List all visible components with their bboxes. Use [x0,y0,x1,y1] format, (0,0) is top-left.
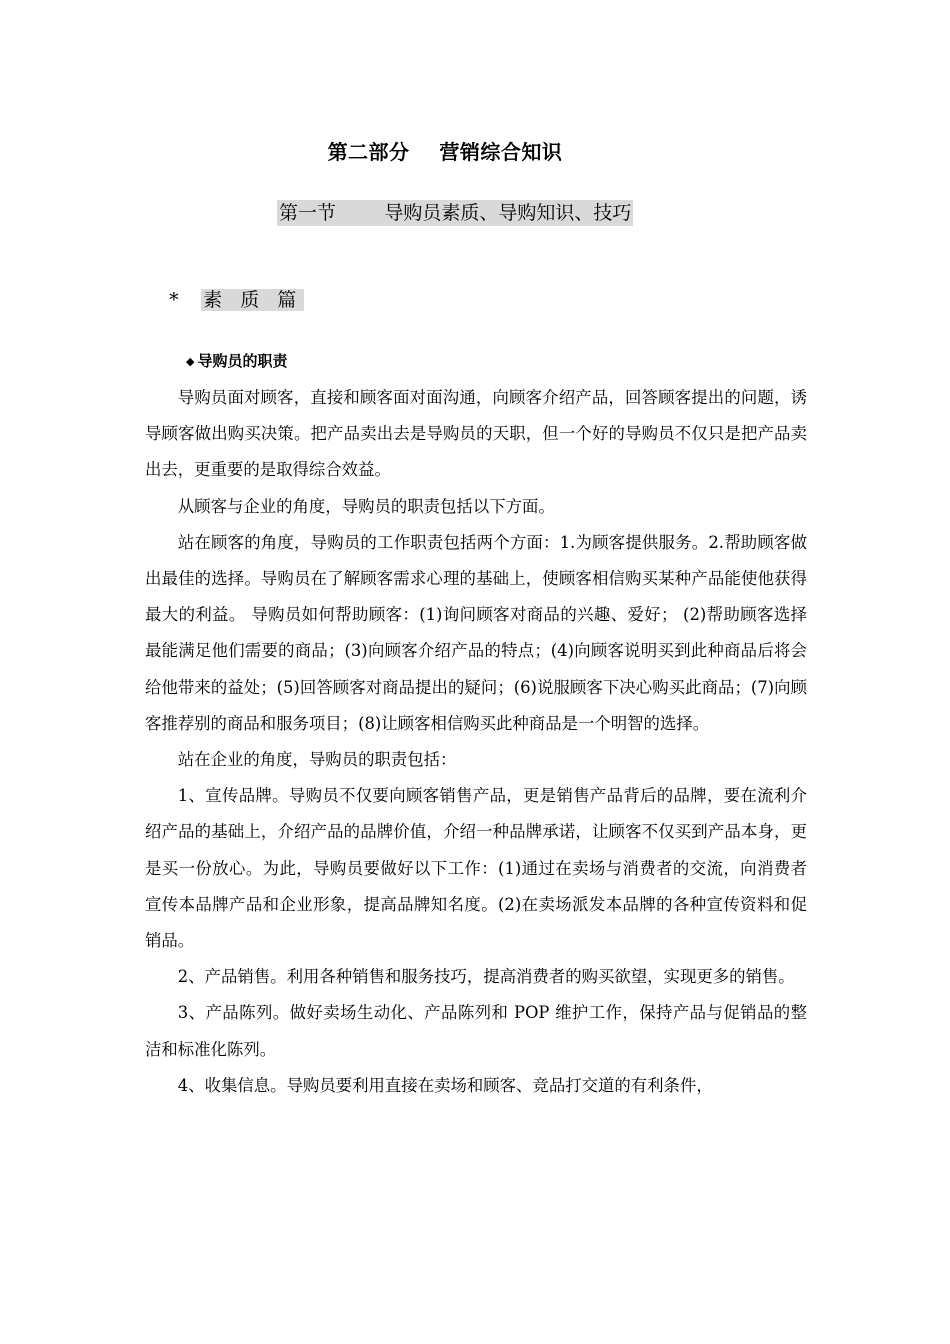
paragraph: 2、产品销售。利用各种销售和服务技巧，提高消费者的购买欲望，实现更多的销售。 [177,967,795,987]
subsection-marker: * [169,289,179,311]
paragraph: 3、产品陈列。做好卖场生动化、产品陈列和 POP 维护工作，保持产品与促销品的整洁和标准化陈列。 [145,1003,807,1059]
item-heading [186,350,287,373]
paragraph: 站在企业的角度，导购员的职责包括： [177,750,457,770]
paragraph: 导购员面对顾客，直接和顾客面对面沟通，向顾客介绍产品，回答顾客提出的问题，诱导顾客做出购买决策。把产品卖出去是导购员的天职，但一个好的导购员不仅只是把产品卖出去，更重要的是取得综合效益。 [145,388,807,480]
subsection-label: 素 质 篇 [203,289,303,311]
paragraph: 从顾客与企业的角度，导购员的职责包括以下方面。 [177,496,555,516]
section-title: 第一节 导购员素质、导购知识、技巧 [279,202,632,224]
diamond-bullet-icon: ◆ [186,355,195,368]
paragraph: 1、宣传品牌。导购员不仅要向顾客销售产品，更是销售产品背后的品牌，要在流利介绍产品的基础上，介绍产品的品牌价值，介绍一种品牌承诺，让顾客不仅买到产品本身，更是买一份放心。为此，导购员要做好以下工作：(1)通过在卖场与消费者的交流，向消费者宣传本品牌产品和企业形象，提高品牌知名度。(2)在卖场派发本品牌的各种宣传资料和促销品。 [145,786,807,951]
item-heading-text: 导购员的职责 [197,352,288,370]
paragraph: 站在顾客的角度，导购员的工作职责包括两个方面：1.为顾客提供服务。2.帮助顾客做出最佳的选择。导购员在了解顾客需求心理的基础上，使顾客相信购买某种产品能使他获得最大的利益。 导购员如何帮助顾客：(1)询问顾客对商品的兴趣、爱好； (2)帮助顾客选择最能满足他们需要的商品；(3)向顾客介绍产品的特点；(4)向顾客说明买到此种商品后将会给他带来的益处；(5)回答顾客对商品提出的疑问；(6)说服顾客下决心购买此商品；(7)向顾客推荐别的商品和服务项目；(8)让顾客相信购买此种商品是一个明智的选择。 [145,532,807,733]
paragraph: 4、收集信息。导购员要利用直接在卖场和顾客、竞品打交道的有利条件， [177,1075,713,1095]
body-text [145,380,807,1104]
part-title: 第二部分 营销综合知识 [327,140,563,164]
subsection-heading [145,261,304,339]
